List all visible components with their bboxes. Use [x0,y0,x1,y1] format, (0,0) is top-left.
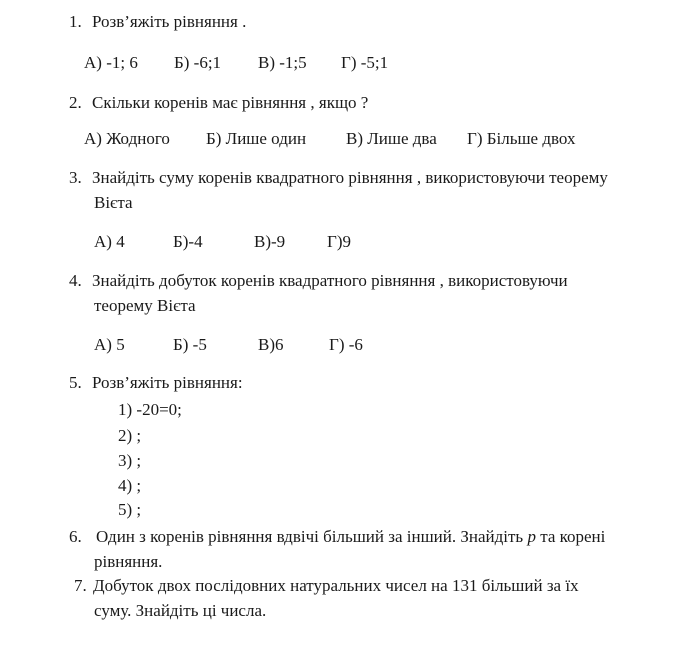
question-number: 6. [69,527,82,546]
sub-item: 5) ; [118,500,142,519]
question-5 [69,373,243,393]
answer-option: Б) Лише один [206,129,307,148]
answer-option: А) 5 [94,335,125,354]
question-number: 2. [69,93,82,112]
question-text-tail: та корені [535,527,606,546]
question-number: 1. [69,12,82,31]
answer-option: Б) -6;1 [174,53,222,72]
question-text: Розв’яжіть рівняння: [92,373,243,392]
answer-option: Б) -5 [173,335,207,354]
question-text: Знайдіть суму коренів квадратного рівняння , використовуючи теорему [92,168,608,187]
question-6 [69,527,605,547]
question-1 [69,12,246,32]
answer-option: Г) -6 [329,335,363,354]
answer-option: А) Жодного [84,129,170,148]
answer-option: В)6 [258,335,284,354]
question-number: 4. [69,271,82,290]
answer-option: В)-9 [254,232,286,251]
sub-item: 3) ; [118,451,142,470]
variable-p: p [527,527,536,546]
question-2 [69,93,368,113]
answer-option: А) 4 [94,232,125,251]
answer-option: В) -1;5 [258,53,307,72]
answer-option: Г) Більше двох [467,129,576,148]
question-text: Добуток двох послідовних натуральних чисел на 131 більший за їх [93,576,579,595]
question-text-continuation: суму. Знайдіть ці числа. [94,601,267,620]
answer-option: А) -1; 6 [84,53,138,72]
question-text: Знайдіть добуток коренів квадратного рівняння , використовуючи [92,271,568,290]
answer-option: В) Лише два [346,129,437,148]
question-4 [69,271,568,291]
question-7 [74,576,579,596]
question-number: 5. [69,373,82,392]
question-number: 3. [69,168,82,187]
sub-item: 2) ; [118,426,142,445]
question-text-continuation: рівняння. [94,552,163,571]
question-text: Розв’яжіть рівняння . [92,12,247,31]
question-number: 7. [74,576,87,595]
question-text: Скільки коренів має рівняння , якщо ? [92,93,369,112]
answer-option: Б)-4 [173,232,203,251]
question-text-continuation: теорему Вієта [94,296,196,315]
sub-item: 4) ; [118,476,142,495]
question-3 [69,168,608,188]
sub-item: 1) -20=0; [118,400,182,419]
question-text: Один з коренів рівняння вдвічі більший за інший. Знайдіть [96,527,528,546]
answer-option: Г) -5;1 [341,53,389,72]
question-text-continuation: Вієта [94,193,133,212]
answer-option: Г)9 [327,232,351,251]
